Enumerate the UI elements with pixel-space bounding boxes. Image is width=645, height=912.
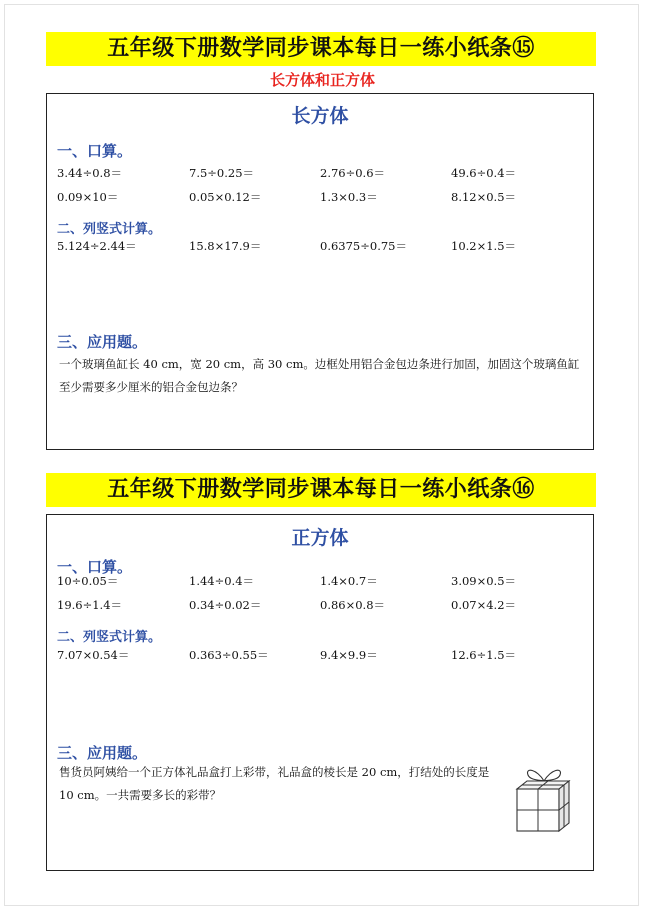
sheet15-oral-q: 1.3×0.3＝ (320, 190, 378, 204)
sheet15-title: 长方体 (291, 105, 349, 127)
sheet16-app-heading: 三、应用题。 (57, 744, 148, 762)
sheet16-title: 正方体 (291, 527, 349, 549)
sheet15-oral-q: 7.5÷0.25＝ (189, 166, 255, 180)
sheet15-vertical-q: 10.2×1.5＝ (451, 239, 517, 253)
sheet16-oral-q: 0.34÷0.02＝ (189, 598, 262, 612)
sheet15-oral-q: 2.76÷0.6＝ (320, 166, 386, 180)
sheet15-vertical-q: 5.124÷2.44＝ (57, 239, 137, 253)
sheet16-oral-q: 0.07×4.2＝ (451, 598, 517, 612)
sheet15-vertical-q: 15.8×17.9＝ (189, 239, 262, 253)
sheet15-box (46, 93, 594, 450)
sheet16-oral-heading: 一、口算。 (57, 558, 133, 576)
sheet16-box (46, 514, 594, 871)
sheet15-subtitle: 长方体和正方体 (269, 71, 375, 89)
sheet15-oral-q: 49.6÷0.4＝ (451, 166, 517, 180)
sheet15-vertical-q: 0.6375÷0.75＝ (320, 239, 407, 253)
sheet15-oral-q: 0.09×10＝ (57, 190, 119, 204)
sheet16-oral-q: 1.4×0.7＝ (320, 574, 378, 588)
sheet16-vertical-q: 12.6÷1.5＝ (451, 648, 517, 662)
sheet15-app-heading: 三、应用题。 (57, 333, 148, 351)
sheet15-oral-q: 3.44÷0.8＝ (57, 166, 123, 180)
sheet16-vertical-q: 7.07×0.54＝ (57, 648, 130, 662)
sheet16-app-text: 售货员阿姨给一个正方体礼品盒打上彩带，礼品盒的棱长是 20 cm，打结处的长度是 10 cm。一共需要多长的彩带？ (59, 765, 490, 802)
sheet15-oral-q: 0.05×0.12＝ (189, 190, 262, 204)
sheet15-oral-heading: 一、口算。 (57, 142, 133, 160)
sheet15-oral-q: 8.12×0.5＝ (451, 190, 517, 204)
sheet16-vertical-q: 0.363÷0.55＝ (189, 648, 269, 662)
sheet16-oral-q: 10÷0.05＝ (57, 574, 119, 588)
sheet15-vertical-heading: 二、列竖式计算。 (57, 222, 162, 237)
gift-box-icon (509, 763, 579, 835)
sheet16-oral-q: 0.86×0.8＝ (320, 598, 386, 612)
sheet16-oral-q: 3.09×0.5＝ (451, 574, 517, 588)
sheet16-banner: 五年级下册数学同步课本每日一练小纸条⑯ (46, 473, 596, 507)
sheet16-vertical-heading: 二、列竖式计算。 (57, 630, 162, 645)
sheet16-oral-q: 1.44÷0.4＝ (189, 574, 255, 588)
sheet15-banner: 五年级下册数学同步课本每日一练小纸条⑮ (46, 32, 596, 66)
sheet16-vertical-q: 9.4×9.9＝ (320, 648, 378, 662)
sheet15-app-text: 一个玻璃鱼缸长 40 cm，宽 20 cm，高 30 cm。边框处用铝合金包边条进行加固，加固这个玻璃鱼缸至少需要多少厘米的铝合金包边条？ (59, 357, 580, 394)
sheet16-oral-q: 19.6÷1.4＝ (57, 598, 123, 612)
